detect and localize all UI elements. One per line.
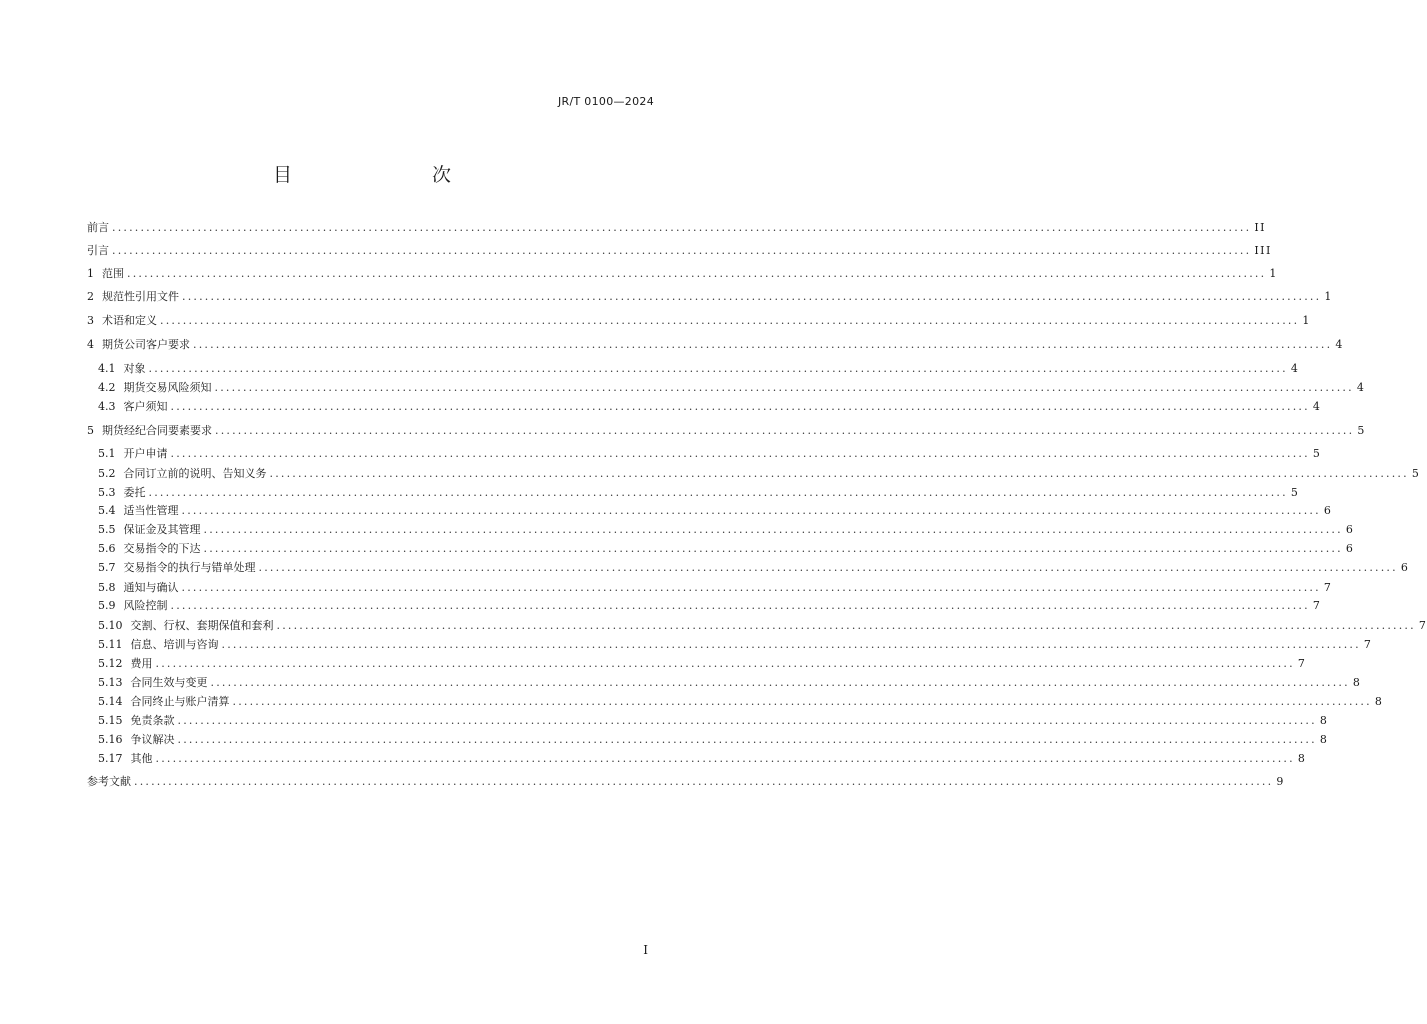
toc-entry-text: 交易指令的执行与错单处理 [123,561,256,574]
toc-entry-label [98,637,219,653]
dot-leader: ........................................................................................................................................................................................................ [177,733,1317,746]
toc-entry[interactable] [98,732,1329,748]
toc-entry-page: 1 [1302,314,1311,327]
toc-entry-text: 免责条款 [130,714,175,727]
toc-entry-number: 4.3 [98,400,116,413]
toc-entry-page: 1 [1269,267,1278,280]
toc-entry-text: 交割、行权、套期保值和套利 [130,619,274,632]
toc-entry-text: 引言 [87,244,109,257]
toc-entry-page: 6 [1345,523,1355,536]
dot-leader: ........................................................................................................................................................................................................ [182,290,1322,303]
page-number: I [643,943,648,957]
toc-entry-number: 5.9 [98,599,116,612]
dot-leader: ........................................................................................................................................................................................................ [276,619,1416,632]
toc-entry-text: 费用 [130,657,153,670]
dot-leader: ........................................................................................................................................................................................................ [193,338,1333,351]
toc-entry-text: 委托 [123,486,146,499]
toc-entry-number: 3 [87,314,94,327]
toc-entry-label [98,598,168,614]
toc-entry[interactable] [98,751,1307,767]
toc-entry[interactable] [87,243,1272,259]
toc-entry-number: 5.1 [98,447,116,460]
toc-entry[interactable] [87,266,1278,282]
toc-entry-page: 1 [1324,290,1333,303]
dot-leader: ........................................................................................................................................................................................................ [148,486,1288,499]
toc-entry-page: 8 [1297,752,1307,765]
dot-leader: ........................................................................................................................................................................................................ [232,695,1372,708]
toc-entry-text: 期货经纪合同要素要求 [102,424,212,437]
toc-entry-text: 争议解决 [130,733,175,746]
toc-entry-number: 5.10 [98,619,123,632]
toc-entry-text: 期货公司客户要求 [102,338,190,351]
toc-entry-number: 5.17 [98,752,123,765]
toc-entry-label [87,243,109,259]
toc-entry-text: 风险控制 [123,599,168,612]
dot-leader: ........................................................................................................................................................................................................ [170,599,1310,612]
toc-entry[interactable] [98,598,1322,614]
toc-entry-text: 客户须知 [123,400,168,413]
toc-entry-page: 9 [1276,775,1285,788]
toc-entry-page: II [1254,221,1267,234]
toc-entry-label [98,485,146,501]
toc-entry[interactable] [98,485,1300,501]
toc-entry-text: 合同生效与变更 [130,676,208,689]
toc-entry[interactable] [98,522,1355,538]
toc-entry-text: 合同订立前的说明、告知义务 [123,467,267,480]
toc-entry-number: 4 [87,338,94,351]
dot-leader: ........................................................................................................................................................................................................ [155,752,1295,765]
toc-entry-page: 7 [1297,657,1307,670]
toc-entry-label [98,466,267,482]
toc-entry-page: III [1254,244,1272,257]
toc-entry-page: 4 [1312,400,1322,413]
toc-entry-number: 1 [87,267,94,280]
toc-entry-page: 7 [1312,599,1322,612]
dot-leader: ........................................................................................................................................................................................................ [181,581,1321,594]
toc-entry-number: 4.1 [98,362,116,375]
toc-entry-label [98,751,153,767]
toc-entry-number: 5.5 [98,523,116,536]
dot-leader: ........................................................................................................................................................................................................ [203,523,1343,536]
toc-entry[interactable] [98,675,1362,691]
toc-entry-label [98,503,179,519]
dot-leader: ........................................................................................................................................................................................................ [214,381,1354,394]
toc-entry-number: 5.4 [98,504,116,517]
toc-entry-label [98,580,179,596]
toc-entry-page: 6 [1345,542,1355,555]
dot-leader: ........................................................................................................................................................................................................ [177,714,1317,727]
page-title: 目 次 [272,164,485,186]
toc-entry-page: 5 [1290,486,1300,499]
dot-leader: ........................................................................................................................................................................................................ [181,504,1321,517]
toc-entry[interactable] [98,580,1333,596]
toc-entry-page: 5 [1312,447,1322,460]
toc-entry[interactable] [87,289,1333,305]
toc-entry-number: 5.12 [98,657,123,670]
dot-leader: ........................................................................................................................................................................................................ [203,542,1343,555]
toc-entry[interactable] [98,446,1322,462]
toc-entry[interactable] [98,560,1410,576]
document-code: JR/T 0100—2024 [558,95,654,108]
toc-entry[interactable] [98,656,1307,672]
toc-entry-page: 8 [1319,733,1329,746]
toc-entry-label [87,774,131,790]
toc-entry-label [98,522,201,538]
toc-entry-page: 4 [1335,338,1344,351]
toc-entry-number: 5.8 [98,581,116,594]
toc-entry[interactable] [98,637,1373,653]
dot-leader: ........................................................................................................................................................................................................ [210,676,1350,689]
toc-entry-number: 5.7 [98,561,116,574]
toc-entry-text: 适当性管理 [123,504,179,517]
toc-entry-number: 5.3 [98,486,116,499]
toc-entry-number: 5.11 [98,638,123,651]
toc-entry-label [98,380,212,396]
dot-leader: ........................................................................................................................................................................................................ [160,314,1300,327]
toc-entry-label [98,446,168,462]
toc-entry-text: 其他 [130,752,153,765]
toc-entry-text: 范围 [102,267,124,280]
toc-entry-text: 通知与确认 [123,581,179,594]
toc-entry-page: 7 [1323,581,1333,594]
toc-entry-text: 合同终止与账户清算 [130,695,230,708]
toc-entry-label [98,399,168,415]
toc-entry-text: 对象 [123,362,146,375]
toc-entry-label [98,694,230,710]
toc-entry[interactable] [98,618,1427,634]
toc-entry-text: 术语和定义 [102,314,157,327]
toc-entry-number: 5.14 [98,695,123,708]
toc-entry-number: 2 [87,290,94,303]
toc-entry-number: 5.15 [98,714,123,727]
toc-entry[interactable] [87,774,1285,790]
toc-entry-label [98,675,208,691]
toc-entry-page: 7 [1418,619,1427,632]
toc-entry-text: 信息、培训与咨询 [130,638,219,651]
toc-entry[interactable] [98,466,1421,482]
toc-entry-text: 交易指令的下达 [123,542,201,555]
toc-entry-text: 规范性引用文件 [102,290,179,303]
toc-entry-label [98,361,146,377]
toc-entry-text: 开户申请 [123,447,168,460]
toc-entry-label [87,313,157,329]
toc-entry-text: 前言 [87,221,109,234]
toc-entry-label [87,220,109,236]
toc-entry-label [98,560,256,576]
dot-leader: ........................................................................................................................................................................................................ [155,657,1295,670]
toc-entry[interactable] [87,423,1366,439]
toc-entry-label [98,656,153,672]
toc-entry[interactable] [87,220,1267,236]
toc-entry-page: 7 [1363,638,1373,651]
toc-entry[interactable] [98,694,1384,710]
toc-entry-page: 6 [1400,561,1410,574]
toc-entry-text: 保证金及其管理 [123,523,201,536]
toc-entry[interactable] [98,380,1366,396]
toc-entry-text: 参考文献 [87,775,131,788]
toc-entry[interactable] [98,361,1300,377]
toc-entry[interactable] [98,541,1355,557]
toc-entry-number: 5 [87,424,94,437]
toc-entry-number: 5.13 [98,676,123,689]
toc-entry-label [87,266,124,282]
toc-entry-label [98,541,201,557]
toc-entry-page: 8 [1352,676,1362,689]
toc-entry-page: 5 [1357,424,1366,437]
toc-entry-page: 8 [1374,695,1384,708]
toc-entry-page: 4 [1356,381,1366,394]
toc-entry-number: 4.2 [98,381,116,394]
toc-entry-label [87,289,179,305]
dot-leader: ........................................................................................................................................................................................................ [215,424,1355,437]
toc-entry-number: 5.16 [98,733,123,746]
toc-entry-page: 8 [1319,714,1329,727]
toc-entry-label [98,618,274,634]
toc-entry-label [98,713,175,729]
dot-leader: ........................................................................................................................................................................................................ [134,775,1274,788]
dot-leader: ........................................................................................................................................................................................................ [170,400,1310,413]
toc-entry[interactable] [98,503,1333,519]
toc-entry-text: 期货交易风险须知 [123,381,212,394]
toc-entry[interactable] [98,713,1329,729]
dot-leader: ........................................................................................................................................................................................................ [258,561,1398,574]
toc-entry-label [87,423,212,439]
toc-entry-label [98,732,175,748]
dot-leader: ........................................................................................................................................................................................................ [221,638,1361,651]
toc-entry-page: 5 [1411,467,1421,480]
toc-entry-page: 6 [1323,504,1333,517]
toc-entry[interactable] [98,399,1322,415]
dot-leader: ........................................................................................................................................................................................................ [112,221,1252,234]
dot-leader: ........................................................................................................................................................................................................ [127,267,1267,280]
dot-leader: ........................................................................................................................................................................................................ [148,362,1288,375]
dot-leader: ........................................................................................................................................................................................................ [170,447,1310,460]
toc-entry-number: 5.2 [98,467,116,480]
toc-entry-label [87,337,190,353]
toc-entry-page: 4 [1290,362,1300,375]
toc-entry[interactable] [87,337,1344,353]
toc-entry-number: 5.6 [98,542,116,555]
dot-leader: ........................................................................................................................................................................................................ [112,244,1252,257]
dot-leader: ........................................................................................................................................................................................................ [269,467,1409,480]
toc-entry[interactable] [87,313,1311,329]
